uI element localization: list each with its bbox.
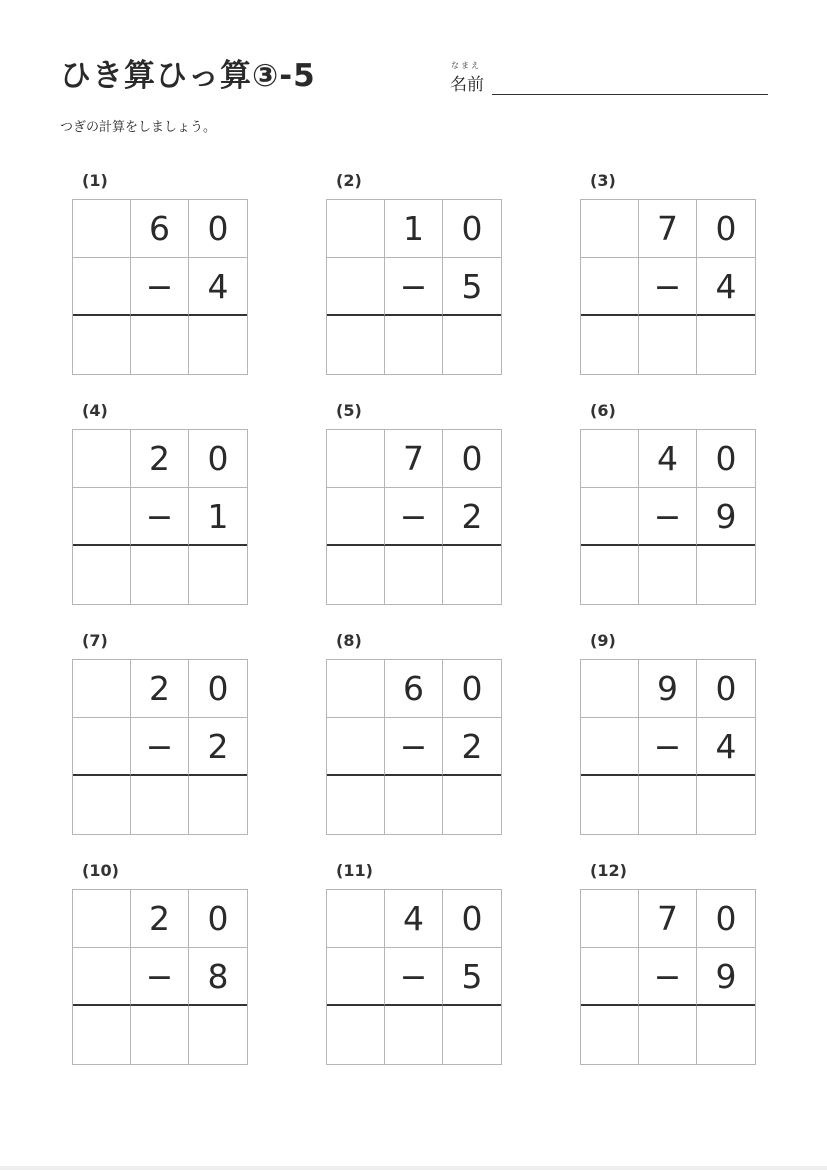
problem-number: (10) [82, 861, 119, 880]
minuend-ones-digit: 0 [443, 430, 501, 488]
blank-cell [73, 200, 131, 258]
problem-number: (1) [82, 171, 108, 190]
problem-4 [72, 401, 248, 607]
answer-ones-cell[interactable] [443, 316, 501, 374]
answer-ones-cell[interactable] [697, 316, 755, 374]
blank-cell [327, 430, 385, 488]
answer-tens-cell[interactable] [131, 546, 189, 604]
answer-hundreds-cell[interactable] [327, 316, 385, 374]
answer-tens-cell[interactable] [385, 776, 443, 834]
problem-2 [326, 171, 502, 377]
subtrahend-digit: 5 [443, 258, 501, 316]
blank-cell [73, 430, 131, 488]
answer-hundreds-cell[interactable] [581, 1006, 639, 1064]
answer-ones-cell[interactable] [189, 546, 247, 604]
minuend-tens-digit: 2 [131, 660, 189, 718]
answer-tens-cell[interactable] [639, 776, 697, 834]
answer-ones-cell[interactable] [697, 776, 755, 834]
minuend-tens-digit: 2 [131, 890, 189, 948]
blank-cell [73, 948, 131, 1006]
blank-cell [327, 890, 385, 948]
minuend-ones-digit: 0 [443, 890, 501, 948]
blank-cell [327, 948, 385, 1006]
problem-1 [72, 171, 248, 377]
minuend-tens-digit: 6 [385, 660, 443, 718]
name-ruby: なまえ [451, 61, 481, 70]
answer-hundreds-cell[interactable] [73, 316, 131, 374]
minus-sign: − [131, 948, 189, 1006]
subtrahend-digit: 9 [697, 948, 755, 1006]
problem-3 [580, 171, 756, 377]
calculation-grid [580, 199, 756, 375]
blank-cell [581, 890, 639, 948]
calculation-grid [326, 199, 502, 375]
subtrahend-digit: 2 [189, 718, 247, 776]
problem-7 [72, 631, 248, 837]
problem-number: (2) [336, 171, 362, 190]
subtrahend-digit: 9 [697, 488, 755, 546]
blank-cell [581, 430, 639, 488]
answer-hundreds-cell[interactable] [581, 546, 639, 604]
answer-ones-cell[interactable] [443, 546, 501, 604]
answer-ones-cell[interactable] [697, 546, 755, 604]
answer-tens-cell[interactable] [385, 316, 443, 374]
answer-ones-cell[interactable] [189, 776, 247, 834]
page-bottom-edge [0, 1166, 827, 1170]
blank-cell [73, 488, 131, 546]
calculation-grid [326, 659, 502, 835]
blank-cell [581, 660, 639, 718]
blank-cell [327, 488, 385, 546]
problem-number: (3) [590, 171, 616, 190]
blank-cell [581, 488, 639, 546]
subtrahend-digit: 8 [189, 948, 247, 1006]
name-write-line[interactable] [492, 94, 768, 95]
minuend-ones-digit: 0 [443, 660, 501, 718]
minuend-tens-digit: 2 [131, 430, 189, 488]
problem-5 [326, 401, 502, 607]
minuend-ones-digit: 0 [189, 890, 247, 948]
minuend-ones-digit: 0 [697, 430, 755, 488]
minus-sign: − [639, 488, 697, 546]
minus-sign: − [639, 718, 697, 776]
calculation-grid [580, 659, 756, 835]
answer-ones-cell[interactable] [443, 1006, 501, 1064]
subtrahend-digit: 4 [189, 258, 247, 316]
minus-sign: − [385, 258, 443, 316]
answer-tens-cell[interactable] [131, 316, 189, 374]
calculation-grid [72, 199, 248, 375]
minus-sign: − [385, 488, 443, 546]
blank-cell [327, 660, 385, 718]
name-label: 名前 [450, 75, 484, 95]
problem-number: (7) [82, 631, 108, 650]
answer-ones-cell[interactable] [443, 776, 501, 834]
answer-ones-cell[interactable] [697, 1006, 755, 1064]
minuend-ones-digit: 0 [189, 660, 247, 718]
minuend-ones-digit: 0 [189, 200, 247, 258]
subtrahend-digit: 4 [697, 718, 755, 776]
minuend-tens-digit: 1 [385, 200, 443, 258]
answer-tens-cell[interactable] [385, 546, 443, 604]
answer-ones-cell[interactable] [189, 316, 247, 374]
answer-tens-cell[interactable] [639, 316, 697, 374]
answer-tens-cell[interactable] [639, 1006, 697, 1064]
subtrahend-digit: 5 [443, 948, 501, 1006]
blank-cell [73, 660, 131, 718]
minus-sign: − [639, 948, 697, 1006]
calculation-grid [72, 659, 248, 835]
answer-hundreds-cell[interactable] [327, 546, 385, 604]
instruction-text: つぎの計算をしましょう。 [60, 120, 217, 135]
blank-cell [73, 890, 131, 948]
problem-number: (4) [82, 401, 108, 420]
minuend-ones-digit: 0 [697, 660, 755, 718]
blank-cell [581, 258, 639, 316]
calculation-grid [72, 889, 248, 1065]
blank-cell [327, 258, 385, 316]
problem-number: (11) [336, 861, 373, 880]
calculation-grid [580, 429, 756, 605]
calculation-grid [326, 429, 502, 605]
blank-cell [327, 718, 385, 776]
minuend-ones-digit: 0 [697, 890, 755, 948]
answer-hundreds-cell[interactable] [73, 1006, 131, 1064]
blank-cell [73, 718, 131, 776]
minuend-tens-digit: 4 [385, 890, 443, 948]
problem-8 [326, 631, 502, 837]
subtrahend-digit: 2 [443, 718, 501, 776]
minuend-tens-digit: 7 [385, 430, 443, 488]
minuend-ones-digit: 0 [443, 200, 501, 258]
answer-tens-cell[interactable] [639, 546, 697, 604]
minus-sign: − [385, 948, 443, 1006]
blank-cell [73, 258, 131, 316]
problem-11 [326, 861, 502, 1067]
minus-sign: − [131, 258, 189, 316]
minus-sign: − [131, 488, 189, 546]
subtrahend-digit: 2 [443, 488, 501, 546]
calculation-grid [72, 429, 248, 605]
minuend-ones-digit: 0 [189, 430, 247, 488]
answer-hundreds-cell[interactable] [581, 316, 639, 374]
minuend-tens-digit: 7 [639, 200, 697, 258]
answer-hundreds-cell[interactable] [327, 776, 385, 834]
subtrahend-digit: 4 [697, 258, 755, 316]
minuend-ones-digit: 0 [697, 200, 755, 258]
answer-ones-cell[interactable] [189, 1006, 247, 1064]
problem-6 [580, 401, 756, 607]
worksheet-title: ひき算ひっ算③-5 [60, 58, 316, 94]
problem-number: (5) [336, 401, 362, 420]
problem-10 [72, 861, 248, 1067]
problem-9 [580, 631, 756, 837]
minus-sign: − [385, 718, 443, 776]
minuend-tens-digit: 9 [639, 660, 697, 718]
problem-number: (6) [590, 401, 616, 420]
name-field[interactable] [450, 60, 770, 100]
answer-hundreds-cell[interactable] [327, 1006, 385, 1064]
answer-hundreds-cell[interactable] [581, 776, 639, 834]
problem-number: (9) [590, 631, 616, 650]
blank-cell [581, 948, 639, 1006]
answer-hundreds-cell[interactable] [73, 546, 131, 604]
blank-cell [327, 200, 385, 258]
answer-tens-cell[interactable] [131, 776, 189, 834]
problem-12 [580, 861, 756, 1067]
blank-cell [581, 718, 639, 776]
problem-number: (12) [590, 861, 627, 880]
minuend-tens-digit: 7 [639, 890, 697, 948]
answer-tens-cell[interactable] [131, 1006, 189, 1064]
minus-sign: − [131, 718, 189, 776]
subtrahend-digit: 1 [189, 488, 247, 546]
minuend-tens-digit: 4 [639, 430, 697, 488]
minuend-tens-digit: 6 [131, 200, 189, 258]
blank-cell [581, 200, 639, 258]
minus-sign: − [639, 258, 697, 316]
calculation-grid [326, 889, 502, 1065]
calculation-grid [580, 889, 756, 1065]
answer-hundreds-cell[interactable] [73, 776, 131, 834]
problem-number: (8) [336, 631, 362, 650]
answer-tens-cell[interactable] [385, 1006, 443, 1064]
